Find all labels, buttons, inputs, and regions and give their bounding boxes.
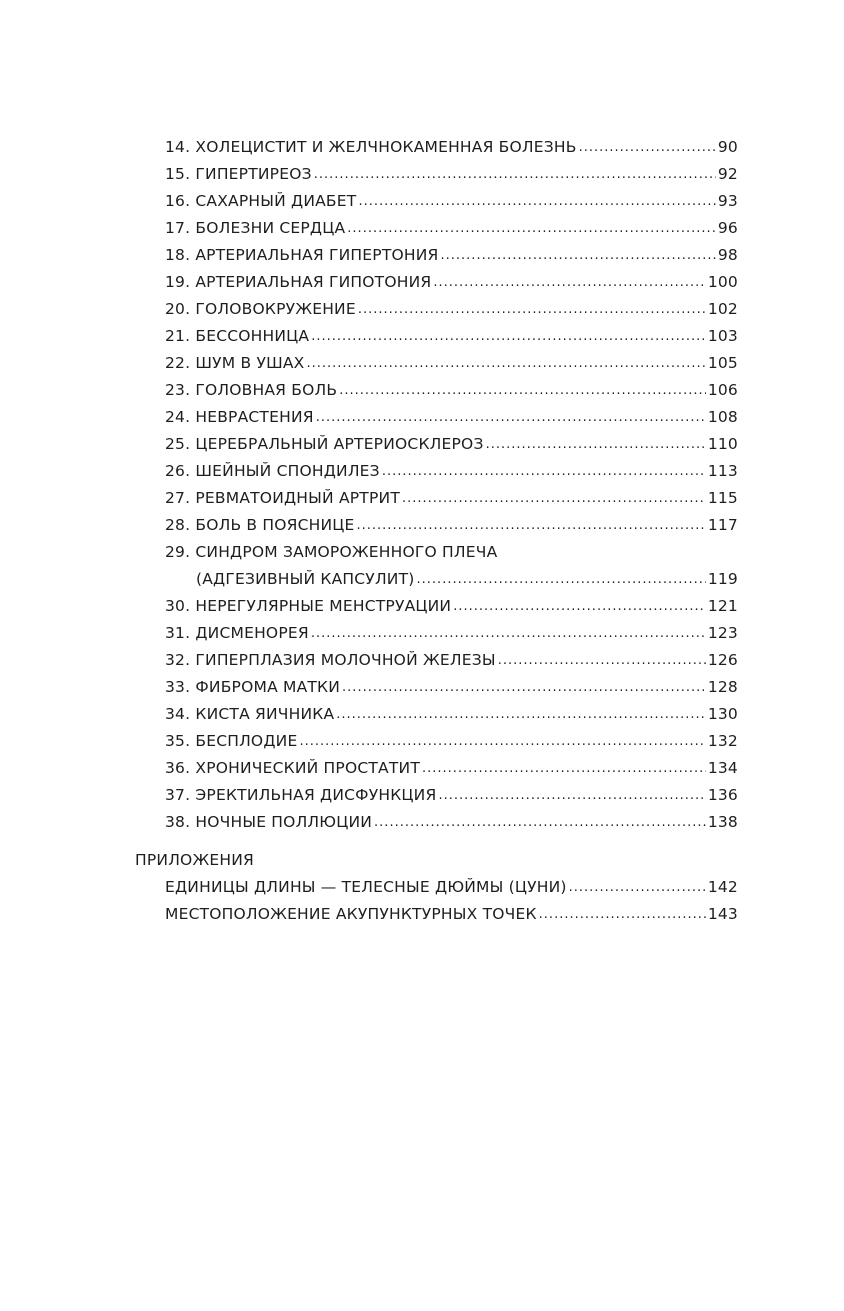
- toc-entry-title: 33. ФИБРОМА МАТКИ: [165, 678, 341, 696]
- toc-entry[interactable]: [165, 211, 738, 238]
- toc-entry-title: 29. СИНДРОМ ЗАМОРОЖЕННОГО ПЛЕЧА: [165, 543, 498, 561]
- dot-leader: [498, 651, 706, 670]
- toc-entry[interactable]: [165, 238, 738, 265]
- toc-entry[interactable]: [165, 778, 738, 805]
- appendix-entry-page: 142: [707, 878, 738, 896]
- toc-entry-page: 134: [707, 759, 738, 777]
- toc-entry-page: 102: [707, 300, 738, 318]
- dot-leader: [311, 327, 706, 346]
- dot-leader: [358, 192, 715, 211]
- toc-entry-page: 136: [707, 786, 738, 804]
- toc-entry-title: 34. КИСТА ЯИЧНИКА: [165, 705, 335, 723]
- toc-entry-page: 98: [717, 246, 738, 264]
- toc-entry-title: 15. ГИПЕРТИРЕОЗ: [165, 165, 312, 183]
- toc-entry[interactable]: [165, 643, 738, 670]
- toc-entry[interactable]: [165, 130, 738, 157]
- toc-entry[interactable]: [165, 265, 738, 292]
- dot-leader: [402, 489, 706, 508]
- dot-leader: [569, 878, 706, 897]
- toc-entry-page: 108: [707, 408, 738, 426]
- toc-entry-page: 92: [717, 165, 738, 183]
- dot-leader: [422, 759, 706, 778]
- toc-entry-page: 113: [707, 462, 738, 480]
- toc-entry[interactable]: [165, 481, 738, 508]
- dot-leader: [357, 516, 706, 535]
- toc-entry-page: 96: [717, 219, 738, 237]
- toc-entry-title: 22. ШУМ В УШАХ: [165, 354, 305, 372]
- toc-entry-title: 14. ХОЛЕЦИСТИТ И ЖЕЛЧНОКАМЕННАЯ БОЛЕЗНЬ: [165, 138, 577, 156]
- toc-entry-page: 103: [707, 327, 738, 345]
- toc-entry-title: 36. ХРОНИЧЕСКИЙ ПРОСТАТИТ: [165, 759, 420, 777]
- toc-entry-title: 31. ДИСМЕНОРЕЯ: [165, 624, 309, 642]
- dot-leader: [433, 273, 705, 292]
- toc-entry-title: 28. БОЛЬ В ПОЯСНИЦЕ: [165, 516, 355, 534]
- dot-leader: [486, 435, 706, 454]
- dot-leader: [342, 678, 706, 697]
- toc-entry[interactable]: [165, 508, 738, 535]
- toc-entry-title: 21. БЕССОННИЦА: [165, 327, 310, 345]
- toc-entry-page: 117: [707, 516, 738, 534]
- dot-leader: [347, 219, 716, 238]
- toc-entry-title: 37. ЭРЕКТИЛЬНАЯ ДИСФУНКЦИЯ: [165, 786, 437, 804]
- toc-entry-title: 27. РЕВМАТОИДНЫЙ АРТРИТ: [165, 489, 400, 507]
- dot-leader: [299, 732, 705, 751]
- dot-leader: [336, 705, 706, 724]
- toc-entry-title: (АДГЕЗИВНЫЙ КАПСУЛИТ): [196, 570, 415, 588]
- toc-entry-page: 119: [707, 570, 738, 588]
- toc-entry-continuation[interactable]: [165, 562, 738, 589]
- dot-leader: [316, 408, 706, 427]
- toc-entry[interactable]: [165, 616, 738, 643]
- toc-entry-title: 17. БОЛЕЗНИ СЕРДЦА: [165, 219, 346, 237]
- toc-entry[interactable]: [165, 751, 738, 778]
- toc-entry[interactable]: [165, 589, 738, 616]
- toc-entry-page: 106: [707, 381, 738, 399]
- dot-leader: [417, 570, 706, 589]
- appendix-entry[interactable]: [165, 870, 738, 897]
- toc-entry-title: 23. ГОЛОВНАЯ БОЛЬ: [165, 381, 338, 399]
- toc-entry-page: 121: [707, 597, 738, 615]
- toc-entry[interactable]: [165, 535, 738, 562]
- toc-entry[interactable]: [165, 346, 738, 373]
- toc-entry-title: 26. ШЕЙНЫЙ СПОНДИЛЕЗ: [165, 462, 380, 480]
- appendix-entry-page: 143: [707, 905, 738, 923]
- toc-entry-page: 130: [707, 705, 738, 723]
- toc-entry-page: 126: [707, 651, 738, 669]
- dot-leader: [374, 813, 706, 832]
- dot-leader: [307, 354, 706, 373]
- dot-leader: [358, 300, 706, 319]
- toc-entry[interactable]: [165, 670, 738, 697]
- toc-entry-page: 93: [717, 192, 738, 210]
- toc-entry-title: 24. НЕВРАСТЕНИЯ: [165, 408, 314, 426]
- appendix-entry-title: ЕДИНИЦЫ ДЛИНЫ — ТЕЛЕСНЫЕ ДЮЙМЫ (ЦУНИ): [165, 878, 567, 896]
- dot-leader: [438, 786, 705, 805]
- dot-leader: [314, 165, 716, 184]
- toc-entry[interactable]: [165, 292, 738, 319]
- dot-leader: [453, 597, 706, 616]
- toc-entry-page: 128: [707, 678, 738, 696]
- appendix-entry-title: МЕСТОПОЛОЖЕНИЕ АКУПУНКТУРНЫХ ТОЧЕК: [165, 905, 537, 923]
- toc-entry-page: 100: [707, 273, 738, 291]
- toc-entry[interactable]: [165, 400, 738, 427]
- toc-entry-page: 132: [707, 732, 738, 750]
- dot-leader: [441, 246, 716, 265]
- toc-entry-page: 115: [707, 489, 738, 507]
- dot-leader: [339, 381, 706, 400]
- toc-entry-title: 32. ГИПЕРПЛАЗИЯ МОЛОЧНОЙ ЖЕЛЕЗЫ: [165, 651, 496, 669]
- toc-entry-page: 138: [707, 813, 738, 831]
- dot-leader: [499, 543, 736, 562]
- toc-entry-title: 16. САХАРНЫЙ ДИАБЕТ: [165, 192, 357, 210]
- dot-leader: [311, 624, 706, 643]
- toc-entry-title: 19. АРТЕРИАЛЬНАЯ ГИПОТОНИЯ: [165, 273, 432, 291]
- dot-leader: [382, 462, 706, 481]
- toc-entry-title: 38. НОЧНЫЕ ПОЛЛЮЦИИ: [165, 813, 373, 831]
- toc-entry[interactable]: [165, 454, 738, 481]
- toc-entry[interactable]: [165, 427, 738, 454]
- toc-entry[interactable]: [165, 805, 738, 832]
- toc-entry-page: 90: [717, 138, 738, 156]
- toc-entry-title: 35. БЕСПЛОДИЕ: [165, 732, 298, 750]
- toc-entry[interactable]: [165, 373, 738, 400]
- toc-entry-page: 110: [707, 435, 738, 453]
- toc-entry[interactable]: [165, 319, 738, 346]
- toc-entry[interactable]: [165, 697, 738, 724]
- appendix-entry[interactable]: [165, 897, 738, 924]
- toc-entry[interactable]: [165, 157, 738, 184]
- toc-entry[interactable]: [165, 724, 738, 751]
- toc-entry-page: 123: [707, 624, 738, 642]
- toc-entry-title: 25. ЦЕРЕБРАЛЬНЫЙ АРТЕРИОСКЛЕРОЗ: [165, 435, 484, 453]
- toc-entry-title: 18. АРТЕРИАЛЬНАЯ ГИПЕРТОНИЯ: [165, 246, 439, 264]
- toc-entry-page: 105: [707, 354, 738, 372]
- dot-leader: [579, 138, 716, 157]
- toc-entry-title: 30. НЕРЕГУЛЯРНЫЕ МЕНСТРУАЦИИ: [165, 597, 452, 615]
- toc-entry[interactable]: [165, 184, 738, 211]
- toc-entry-title: 20. ГОЛОВОКРУЖЕНИЕ: [165, 300, 356, 318]
- dot-leader: [539, 905, 706, 924]
- appendix-heading: ПРИЛОЖЕНИЯ: [135, 851, 254, 869]
